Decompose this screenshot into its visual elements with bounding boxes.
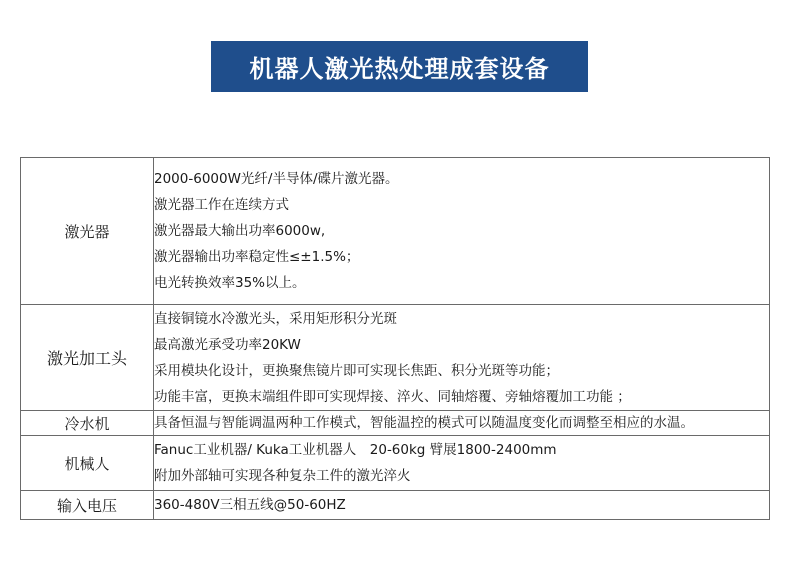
- row-content-voltage: [154, 491, 770, 520]
- content-line: 激光器工作在连续方式: [154, 197, 289, 213]
- content-line: 附加外部轴可实现各种复杂工件的激光淬火: [154, 468, 411, 484]
- spec-table: [20, 157, 770, 520]
- row-content-chiller: [154, 411, 770, 436]
- row-content-laser: [154, 158, 770, 305]
- row-content-robot: [154, 436, 770, 491]
- table-row: [21, 158, 770, 305]
- content-line: 具备恒温与智能调温两种工作模式，智能温控的模式可以随温度变化而调整至相应的水温。: [154, 415, 694, 431]
- row-content-laser-head: [154, 305, 770, 411]
- content-line: Fanuc工业机器/ Kuka工业机器人 20-60kg 臂展1800-2400mm: [154, 442, 557, 458]
- row-label-chiller: 冷水机: [21, 411, 154, 436]
- table-row: [21, 305, 770, 411]
- content-line: 最高激光承受功率20KW: [154, 336, 301, 353]
- content-line: 360-480V三相五线@50-60HZ: [154, 497, 346, 513]
- table-row: [21, 411, 770, 436]
- content-line: 采用模块化设计，更换聚焦镜片即可实现长焦距、积分光斑等功能；: [154, 362, 559, 379]
- row-label-laser-head: 激光加工头: [21, 305, 154, 411]
- table-row: [21, 491, 770, 520]
- row-label-laser: 激光器: [21, 158, 154, 305]
- content-line: 2000-6000W光纤/半导体/碟片激光器。: [154, 171, 399, 187]
- content-line: 功能丰富，更换末端组件即可实现焊接、淬火、同轴熔覆、旁轴熔覆加工功能 ；: [154, 388, 631, 405]
- content-line: 电光转换效率35%以上。: [154, 275, 306, 291]
- content-line: 激光器输出功率稳定性≤±1.5%；: [154, 249, 360, 265]
- row-label-voltage: 输入电压: [21, 491, 154, 520]
- content-line: 直接铜镜水冷激光头，采用矩形积分光斑: [154, 310, 397, 327]
- content-line: 激光器最大输出功率6000w,: [154, 223, 326, 239]
- row-label-robot: 机械人: [21, 436, 154, 491]
- page-title: 机器人激光热处理成套设备: [211, 41, 588, 92]
- table-row: [21, 436, 770, 491]
